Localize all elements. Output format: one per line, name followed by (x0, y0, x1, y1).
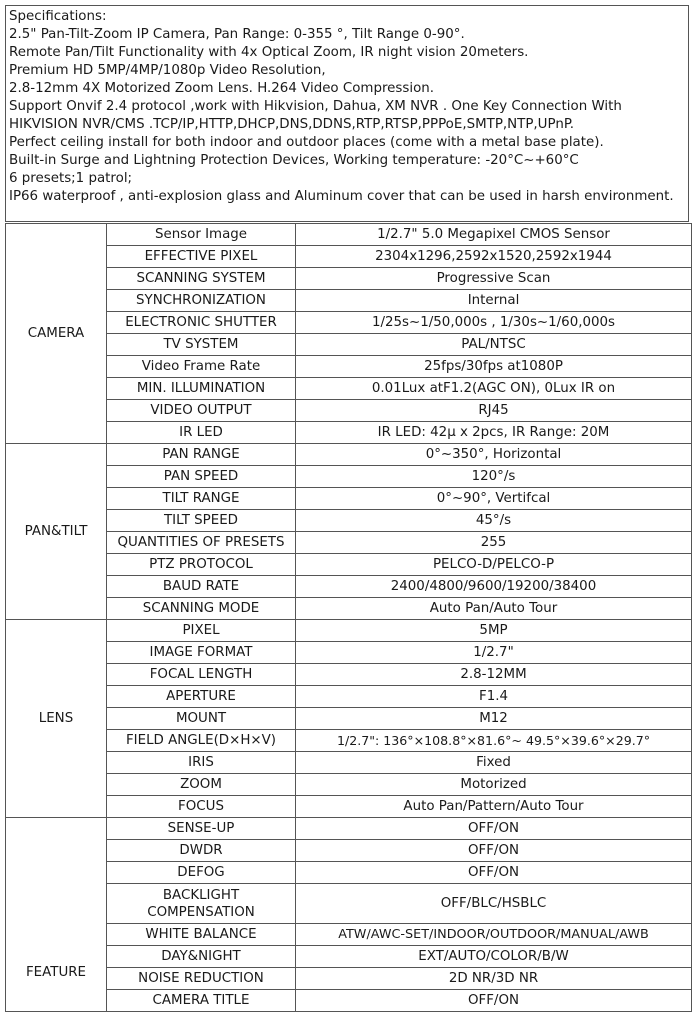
row-label: MOUNT (107, 708, 296, 730)
table-row (6, 884, 692, 924)
row-label: SENSE-UP (107, 818, 296, 840)
spec-line: Perfect ceiling install for both indoor and outdoor places (come with a metal base plate). (9, 135, 604, 150)
row-label: FOCAL LENGTH (107, 664, 296, 686)
row-value: F1.4 (296, 686, 692, 708)
row-value: 5MP (296, 620, 692, 642)
row-value: Auto Pan/Pattern/Auto Tour (296, 796, 692, 818)
table-row (6, 576, 692, 598)
table-row (6, 598, 692, 620)
row-value: PELCO-D/PELCO-P (296, 554, 692, 576)
row-label: IRIS (107, 752, 296, 774)
table-row (6, 924, 692, 946)
table-row (6, 708, 692, 730)
category-pan-tilt: PAN&TILT (6, 444, 107, 620)
row-value: RJ45 (296, 400, 692, 422)
table-row (6, 532, 692, 554)
row-label: SCANNING SYSTEM (107, 268, 296, 290)
spec-line: 2.8-12mm 4X Motorized Zoom Lens. H.264 Video Compression. (9, 81, 435, 96)
table-row (6, 554, 692, 576)
spec-line: Remote Pan/Tilt Functionality with 4x Optical Zoom, IR night vision 20meters. (9, 45, 529, 60)
row-value: Auto Pan/Auto Tour (296, 598, 692, 620)
row-value: 1/2.7" 5.0 Megapixel CMOS Sensor (296, 224, 692, 246)
row-value: EXT/AUTO/COLOR/B/W (296, 946, 692, 968)
row-label: SCANNING MODE (107, 598, 296, 620)
row-value: 120°/s (296, 466, 692, 488)
table-row (6, 444, 692, 466)
table-row (6, 620, 692, 642)
row-label: QUANTITIES OF PRESETS (107, 532, 296, 554)
table-row (6, 796, 692, 818)
table-row (6, 488, 692, 510)
row-value: 2400/4800/9600/19200/38400 (296, 576, 692, 598)
row-value: M12 (296, 708, 692, 730)
spec-line: Specifications: (9, 9, 107, 24)
table-row (6, 862, 692, 884)
row-label: SYNCHRONIZATION (107, 290, 296, 312)
category-lens: LENS (6, 620, 107, 818)
category-feature: FEATURE (6, 818, 107, 1012)
table-row (6, 968, 692, 990)
row-label: BACKLIGHT COMPENSATION (107, 884, 296, 924)
row-label: TILT RANGE (107, 488, 296, 510)
row-label: WHITE BALANCE (107, 924, 296, 946)
table-row (6, 400, 692, 422)
table-row (6, 312, 692, 334)
row-value: 255 (296, 532, 692, 554)
spec-line: 2.5" Pan-Tilt-Zoom IP Camera, Pan Range: 0-355 °, Tilt Range 0-90°. (9, 27, 465, 42)
row-label: ZOOM (107, 774, 296, 796)
table-row (6, 510, 692, 532)
table-row (6, 818, 692, 840)
table-row (6, 752, 692, 774)
row-value: Motorized (296, 774, 692, 796)
table-row (6, 686, 692, 708)
table-row (6, 224, 692, 246)
row-label: IMAGE FORMAT (107, 642, 296, 664)
row-value: OFF/ON (296, 862, 692, 884)
row-label: TILT SPEED (107, 510, 296, 532)
table-row (6, 356, 692, 378)
table-row (6, 642, 692, 664)
row-value: IR LED: 42μ x 2pcs, IR Range: 20M (296, 422, 692, 444)
row-label: PAN RANGE (107, 444, 296, 466)
row-label: EFFECTIVE PIXEL (107, 246, 296, 268)
row-label: PAN SPEED (107, 466, 296, 488)
spec-line: 6 presets;1 patrol; (9, 171, 133, 186)
specifications-box (5, 5, 689, 222)
spec-table (5, 223, 692, 1012)
row-label: VIDEO OUTPUT (107, 400, 296, 422)
row-value: 2304x1296,2592x1520,2592x1944 (296, 246, 692, 268)
row-value: 0°~350°, Horizontal (296, 444, 692, 466)
row-label: DEFOG (107, 862, 296, 884)
table-row (6, 946, 692, 968)
table-row (6, 730, 692, 752)
row-value: 25fps/30fps at1080P (296, 356, 692, 378)
table-row (6, 774, 692, 796)
row-label: IR LED (107, 422, 296, 444)
row-label: DWDR (107, 840, 296, 862)
row-label: PIXEL (107, 620, 296, 642)
table-row (6, 664, 692, 686)
row-value: 2D NR/3D NR (296, 968, 692, 990)
table-row (6, 422, 692, 444)
row-value: 0°~90°, Vertifcal (296, 488, 692, 510)
spec-line: Support Onvif 2.4 protocol ,work with Hikvision, Dahua, XM NVR . One Key Connection With HIKVISION NVR/CMS .TCP/IP,HTTP,DHCP,DNS,DDNS,RTP,RTSP,PPPoE,SMTP,NTP,UPnP. (9, 99, 622, 132)
table-row (6, 840, 692, 862)
spec-line: Premium HD 5MP/4MP/1080p Video Resolution, (9, 63, 326, 78)
row-value: Fixed (296, 752, 692, 774)
row-value: 45°/s (296, 510, 692, 532)
table-row (6, 246, 692, 268)
table-row (6, 334, 692, 356)
row-label: ELECTRONIC SHUTTER (107, 312, 296, 334)
table-row (6, 378, 692, 400)
row-label: APERTURE (107, 686, 296, 708)
row-value: Internal (296, 290, 692, 312)
row-label: CAMERA TITLE (107, 990, 296, 1012)
row-value: OFF/BLC/HSBLC (296, 884, 692, 924)
row-value: ATW/AWC-SET/INDOOR/OUTDOOR/MANUAL/AWB (296, 924, 692, 946)
row-label: FOCUS (107, 796, 296, 818)
table-row (6, 290, 692, 312)
row-value: 0.01Lux atF1.2(AGC ON), 0Lux IR on (296, 378, 692, 400)
row-value: OFF/ON (296, 840, 692, 862)
row-value: Progressive Scan (296, 268, 692, 290)
row-label: Sensor Image (107, 224, 296, 246)
row-value: OFF/ON (296, 990, 692, 1012)
row-label: Video Frame Rate (107, 356, 296, 378)
table-row (6, 268, 692, 290)
row-value: OFF/ON (296, 818, 692, 840)
row-label: BAUD RATE (107, 576, 296, 598)
row-label: PTZ PROTOCOL (107, 554, 296, 576)
spec-line: IP66 waterproof , anti-explosion glass and Aluminum cover that can be used in harsh environment. (9, 189, 674, 204)
row-label: NOISE REDUCTION (107, 968, 296, 990)
category-camera: CAMERA (6, 224, 107, 444)
row-value: 2.8-12MM (296, 664, 692, 686)
row-value: PAL/NTSC (296, 334, 692, 356)
row-label: DAY&NIGHT (107, 946, 296, 968)
row-value: 1/2.7" (296, 642, 692, 664)
table-row (6, 990, 692, 1012)
row-value: 1/25s~1/50,000s , 1/30s~1/60,000s (296, 312, 692, 334)
row-value: 1/2.7": 136°×108.8°×81.6°~ 49.5°×39.6°×29.7° (296, 730, 692, 752)
table-row (6, 466, 692, 488)
row-label: TV SYSTEM (107, 334, 296, 356)
spec-line: Built-in Surge and Lightning Protection Devices, Working temperature: -20°C~+60°C (9, 153, 579, 168)
row-label: MIN. ILLUMINATION (107, 378, 296, 400)
row-label: FIELD ANGLE(D×H×V) (107, 730, 296, 752)
